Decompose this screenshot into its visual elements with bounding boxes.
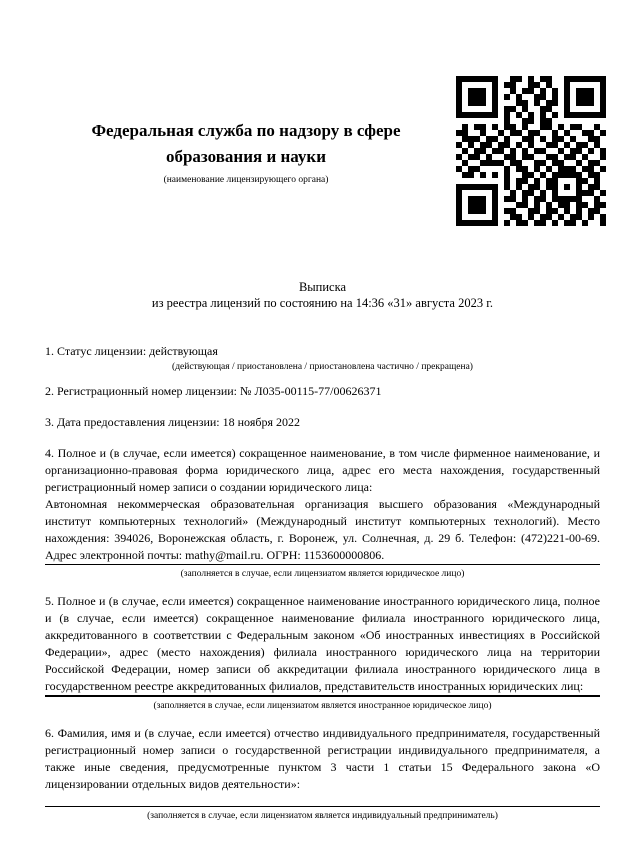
agency-name-line1: Федеральная служба по надзору в сфере [91,121,401,140]
item-1-caption: (действующая / приостановлена / приостановлена частично / прекращена) [172,362,473,372]
item-2-registration-number: 2. Регистрационный номер лицензии: № Л035-00115-77/00626371 [45,384,382,398]
document-title [45,279,600,311]
item-1-license-status: 1. Статус лицензии: действующая [45,344,218,358]
agency-name-caption: (наименование лицензирующего органа) [163,175,329,185]
item-4-legal-entity-heading: 4. Полное и (в случае, если имеется) сокращенное наименование, в том числе фирменное наименование, и организационно-правовая форма юридического лица, адрес его места нахождения, государственный регистрационный номер записи о создании юридического лица: [45,446,600,494]
document-title-line1: Выписка [298,280,347,294]
item-6-blank-space [45,793,600,806]
document-title-line2: из реестра лицензий по состоянию на 14:36 «31» августа 2023 г. [151,296,494,310]
item-6-caption: (заполняется в случае, если лицензиатом является индивидуальный предприниматель) [147,811,498,821]
item-4-caption: (заполняется в случае, если лицензиатом является юридическое лицо) [180,569,465,579]
item-5-foreign-entity-heading: 5. Полное и (в случае, если имеется) сокращенное наименование иностранного юридического лица, полное и (в случае, если имеется) сокращенное наименование филиала иностранного юридического лица, аккредитованного в соответствии с Федеральным законом «Об иностранных инвестициях в Российской Федерации», адрес (место нахождения) филиала иностранного юридического лица на территории Российской Федерации, номер записи об аккредитации филиала иностранного юридического лица в государственном реестре аккредитованных филиалов, представительств иностранных юридических лиц: [45,594,600,693]
qr-module [600,220,606,226]
ruled-line-item-6 [45,806,600,807]
item-3-grant-date: 3. Дата предоставления лицензии: 18 ноября 2022 [45,415,300,429]
item-5-caption: (заполняется в случае, если лицензиатом является иностранное юридическое лицо) [153,701,492,711]
ruled-line-item-5 [45,695,600,697]
licensing-agency-header [40,118,452,186]
agency-name [40,118,452,170]
qr-code [456,76,606,226]
document-body [45,343,600,822]
item-4-legal-entity-value: Автономная некоммерческая образовательная организация высшего образования «Международный институт компьютерных технологий» (Международный институт компьютерных технологий). Место нахождения: 394026, Воронежская область, г. Воронеж, ул. Солнечная, д. 29 б. Телефон: (472)221-00-69. Адрес электронной почты: mathy@mail.ru. ОГРН: 1153600000806. [45,497,600,562]
ruled-line-item-4 [45,564,600,565]
item-6-individual-heading: 6. Фамилия, имя и (в случае, если имеется) отчество индивидуального предпринимателя, государственный регистрационный номер записи о государственной регистрации индивидуального предпринимателя, а также иные сведения, предусмотренные пунктом 3 части 1 статьи 15 Федерального закона «О лицензировании отдельных видов деятельности»: [45,726,600,791]
qr-row [456,220,606,226]
agency-name-line2: образования и науки [165,147,327,166]
